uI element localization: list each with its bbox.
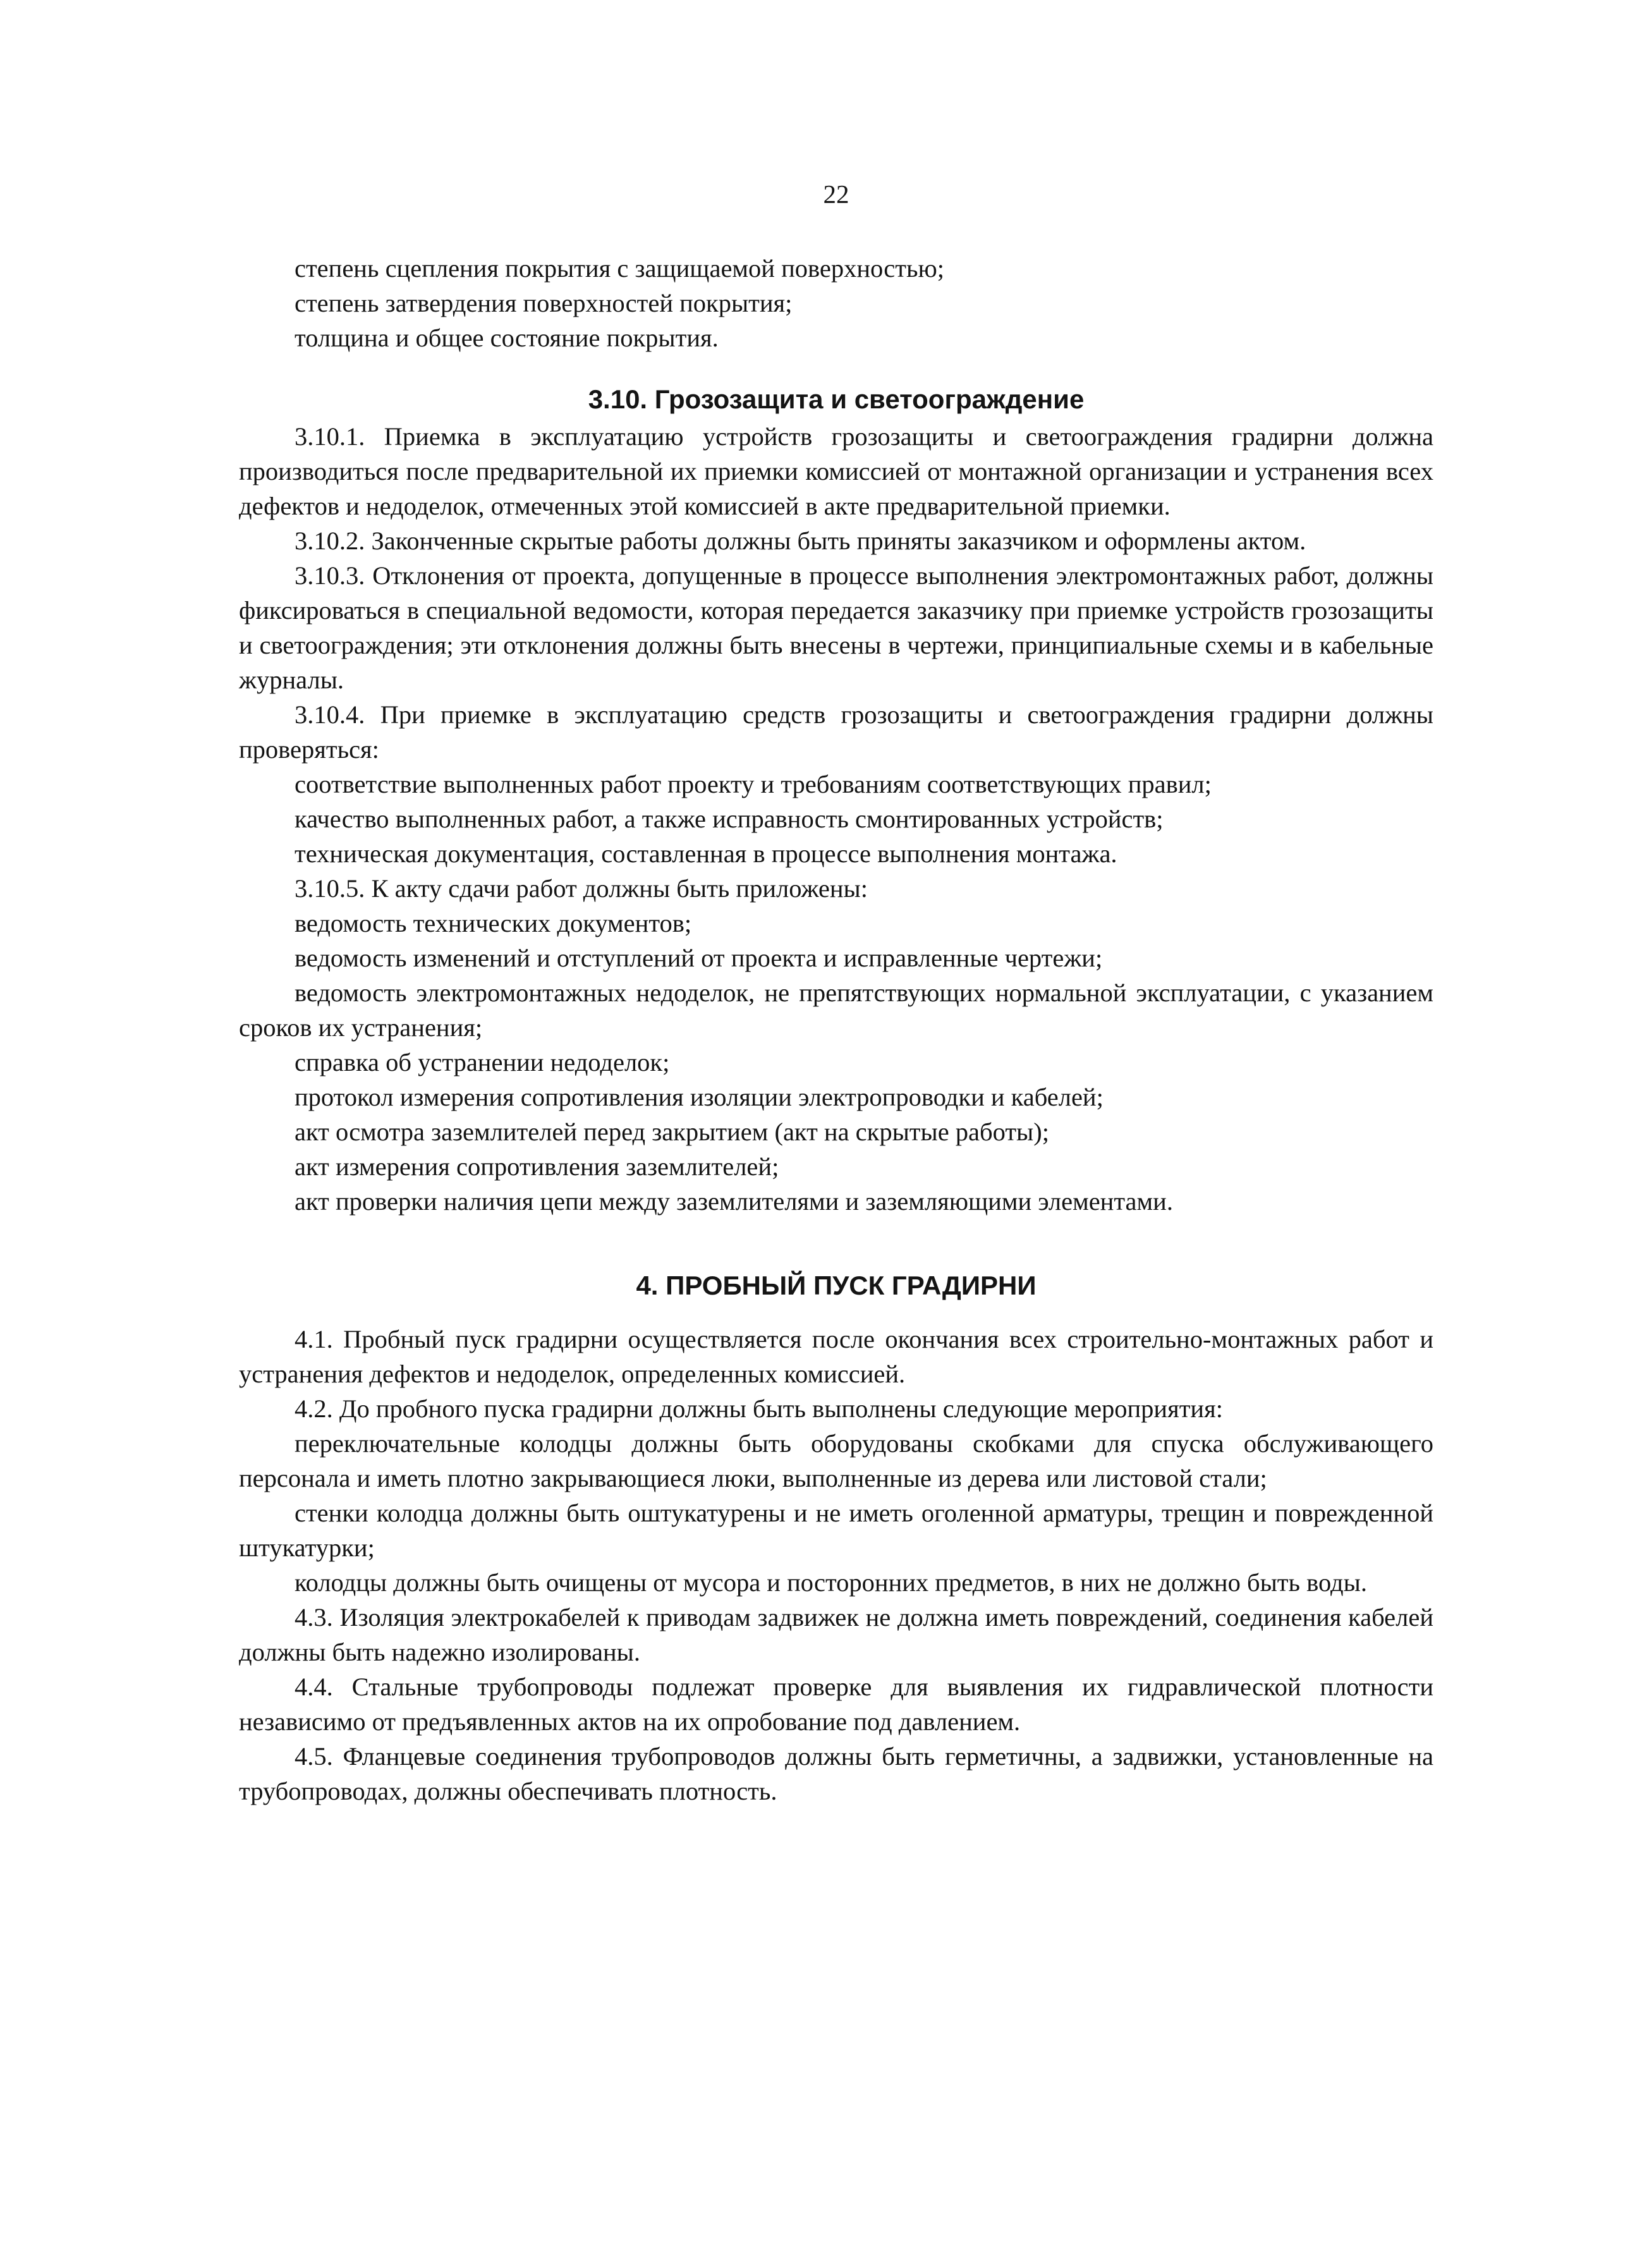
paragraph-4-3: 4.3. Изоляция электрокабелей к приводам задвижек не должна иметь повреждений, соединения кабелей должны быть надежно изолированы. bbox=[239, 1603, 1433, 1666]
list-item: акт осмотра заземлителей перед закрытием (акт на скрытые работы); bbox=[295, 1118, 1049, 1146]
list-item: степень сцепления покрытия с защищаемой поверхностью; bbox=[295, 254, 944, 283]
paragraph-3-10-3: 3.10.3. Отклонения от проекта, допущенные в процессе выполнения электромонтажных работ, должны фиксироваться в специальной ведомости, которая передается заказчику при приемке устройств грозозащиты и светоограждения; эти отклонения должны быть внесены в чертежи, принципиальные схемы и в кабельные журналы. bbox=[239, 561, 1433, 694]
paragraph-4-4: 4.4. Стальные трубопроводы подлежат проверке для выявления их гидравлической плотности независимо от предъявленных актов на их опробование под давлением. bbox=[239, 1673, 1433, 1736]
intro-list bbox=[239, 251, 1433, 355]
list-item: степень затвердения поверхностей покрытия; bbox=[295, 289, 793, 317]
list-item: акт проверки наличия цепи между заземлителями и заземляющими элементами. bbox=[295, 1187, 1173, 1216]
list-item: ведомость изменений и отступлений от проекта и исправленные чертежи; bbox=[295, 944, 1103, 972]
list-item: толщина и общее состояние покрытия. bbox=[295, 324, 719, 352]
paragraph-4-5: 4.5. Фланцевые соединения трубопроводов должны быть герметичны, а задвижки, установленные на трубопроводах, должны обеспечивать плотность. bbox=[239, 1742, 1433, 1805]
chapter-heading: 4. ПРОБНЫЙ ПУСК ГРАДИРНИ bbox=[636, 1271, 1037, 1300]
list-item: техническая документация, составленная в процессе выполнения монтажа. bbox=[295, 839, 1117, 868]
list-item: стенки колодца должны быть оштукатурены и не иметь оголенной арматуры, трещин и поврежденной штукатурки; bbox=[239, 1499, 1433, 1562]
paragraph-3-10-5: 3.10.5. К акту сдачи работ должны быть приложены: bbox=[295, 874, 868, 903]
chapter-4 bbox=[239, 1268, 1433, 1808]
paragraph-4-2: 4.2. До пробного пуска градирни должны быть выполнены следующие мероприятия: bbox=[295, 1394, 1223, 1423]
paragraph-4-1: 4.1. Пробный пуск градирни осуществляется после окончания всех строительно-монтажных работ и устранения дефектов и недоделок, определенных комиссией. bbox=[239, 1325, 1433, 1388]
list-item: акт измерения сопротивления заземлителей; bbox=[295, 1152, 779, 1181]
list-item: переключательные колодцы должны быть оборудованы скобками для спуска обслуживающего персонала и иметь плотно закрывающиеся люки, выполненные из дерева или листовой стали; bbox=[239, 1429, 1433, 1492]
list-item: качество выполненных работ, а также исправность смонтированных устройств; bbox=[295, 805, 1164, 833]
list-item: ведомость электромонтажных недоделок, не препятствующих нормальной эксплуатации, с указанием сроков их устранения; bbox=[239, 979, 1433, 1042]
list-item: справка об устранении недоделок; bbox=[295, 1048, 670, 1076]
paragraph-3-10-1: 3.10.1. Приемка в эксплуатацию устройств грозозащиты и светоограждения градирни должна производиться после предварительной их приемки комиссией от монтажной организации и устранения всех дефектов и недоделок, отмеченных этой комиссией в акте предварительной приемки. bbox=[239, 422, 1433, 520]
list-item: протокол измерения сопротивления изоляции электропроводки и кабелей; bbox=[295, 1083, 1104, 1111]
page-content bbox=[239, 177, 1433, 1808]
paragraph-3-10-4: 3.10.4. При приемке в эксплуатацию средств грозозащиты и светоограждения градирни должны проверяться: bbox=[239, 700, 1433, 764]
list-item: соответствие выполненных работ проекту и требованиям соответствующих правил; bbox=[295, 770, 1212, 798]
section-heading: 3.10. Грозозащита и светоограждение bbox=[588, 384, 1085, 414]
paragraph-3-10-2: 3.10.2. Законченные скрытые работы должны быть приняты заказчиком и оформлены актом. bbox=[295, 527, 1306, 555]
section-3-10 bbox=[239, 382, 1433, 1219]
page-number: 22 bbox=[823, 180, 849, 209]
list-item: колодцы должны быть очищены от мусора и посторонних предметов, в них не должно быть воды. bbox=[295, 1568, 1367, 1597]
list-item: ведомость технических документов; bbox=[295, 909, 692, 937]
